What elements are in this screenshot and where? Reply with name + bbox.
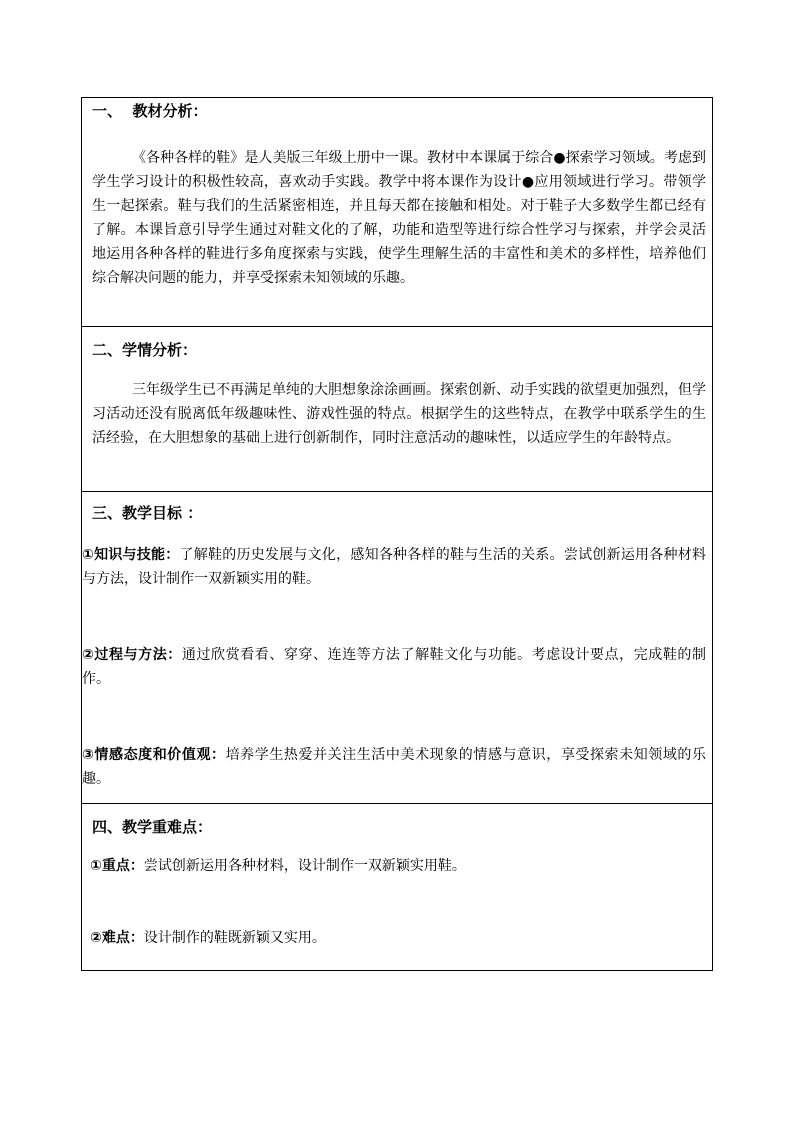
goal-item-process bbox=[82, 643, 712, 691]
analysis-cell bbox=[82, 98, 713, 327]
students-cell bbox=[82, 327, 713, 492]
keypoints-section bbox=[82, 804, 713, 971]
goal-label: ③情感态度和价值观： bbox=[82, 747, 226, 763]
goals-section bbox=[82, 492, 713, 804]
keypoint-text: 尝试创新运用各种材料，设计制作一双新颖实用鞋。 bbox=[143, 858, 466, 874]
lesson-plan-table bbox=[81, 97, 713, 971]
goal-item-emotion bbox=[82, 743, 712, 791]
keypoint-item-focus bbox=[82, 855, 712, 877]
analysis-section bbox=[82, 98, 713, 327]
goal-text: 通过欣赏看看、穿穿、连连等方法了解鞋文化与功能。考虑设计要点，完成鞋的制作。 bbox=[82, 647, 707, 687]
goal-item-knowledge bbox=[82, 543, 712, 591]
keypoints-heading: 四、教学重难点： bbox=[92, 818, 213, 836]
students-body: 三年级学生已不再满足单纯的大胆想象涂涂画画。探索创新、动手实践的欲望更加强烈，但学习活动还没有脱离低年级趣味性、游戏性强的特点。根据学生的这些特点，在教学中联系学生的生活经验，在大胆想象的基础上进行创新制作，同时注意活动的趣味性，以适应学生的年龄特点。 bbox=[92, 382, 706, 446]
goal-text: 培养学生热爱并关注生活中美术现象的情感与意识，享受探索未知领域的乐趣。 bbox=[82, 747, 707, 787]
goals-heading: 三、教学目标 ： bbox=[92, 504, 203, 522]
keypoint-label: ①重点： bbox=[90, 858, 144, 874]
analysis-body: 《各种各样的鞋》是人美版三年级上册中一课。教材中本课属于综合●探索学习领域。考虑到学生学习设计的积极性较高，喜欢动手实践。教学中将本课作为设计●应用领域进行学习。带领学生一起探索。鞋与我们的生活紧密相连，并且每天都在接触和相处。对于鞋子大多数学生都已经有了解。本课旨意引导学生通过对鞋文化的了解，功能和造型等进行综合性学习与探索，并学会灵活地运用各种各样的鞋进行多角度探索与实践，使学生理解生活的丰富性和美术的多样性，培养他们综合解决问题的能力，并享受探索未知领域的乐趣。 bbox=[92, 150, 706, 286]
students-heading: 二、学情分析： bbox=[92, 341, 198, 359]
analysis-heading: 一、 教材分析： bbox=[92, 102, 208, 120]
keypoint-item-difficulty bbox=[82, 927, 712, 949]
keypoint-label: ②难点： bbox=[90, 930, 144, 946]
students-section bbox=[82, 327, 713, 492]
keypoints-cell bbox=[82, 804, 713, 971]
goal-text: 了解鞋的历史发展与文化，感知各种各样的鞋与生活的关系。尝试创新运用各种材料与方法，设计制作一双新颖实用的鞋。 bbox=[82, 547, 707, 587]
goal-label: ①知识与技能： bbox=[82, 547, 180, 563]
keypoint-text: 设计制作的鞋既新颖又实用。 bbox=[143, 930, 326, 946]
goal-label: ②过程与方法： bbox=[82, 647, 182, 663]
goals-cell bbox=[82, 492, 713, 804]
